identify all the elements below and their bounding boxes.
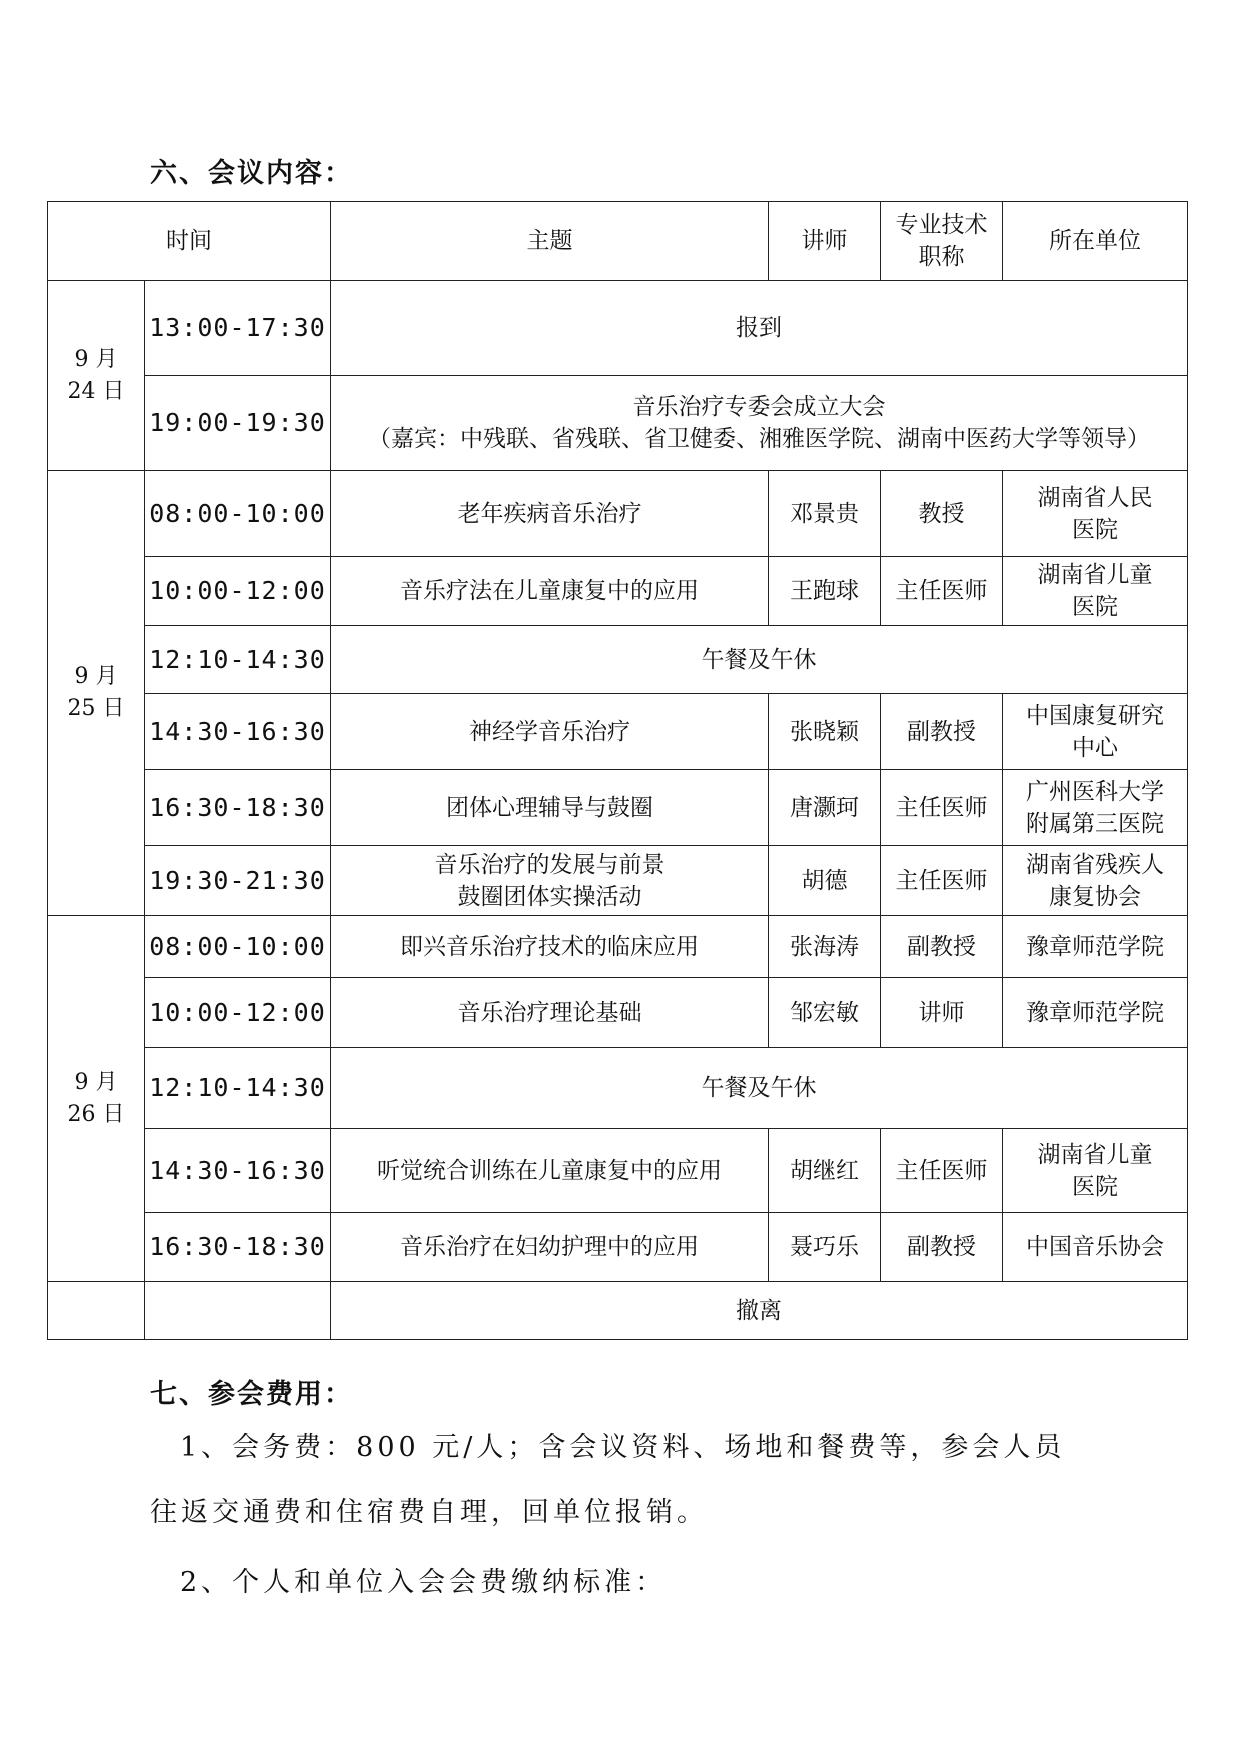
header-time: 时间 [48,202,331,281]
unit-cell: 湖南省人民 医院 [1003,471,1188,557]
time-cell: 16:30-18:30 [145,1213,331,1282]
speaker-cell: 聂巧乐 [769,1213,881,1282]
time-cell: 12:10-14:30 [145,1048,331,1129]
speaker-cell: 邓景贵 [769,471,881,557]
unit-cell: 中国康复研究 中心 [1003,694,1188,770]
speaker-cell: 胡继红 [769,1129,881,1213]
header-professional-title: 专业技术 职称 [881,202,1003,281]
topic-cell: 听觉统合训练在儿童康复中的应用 [331,1129,769,1213]
table-row-final [48,1282,1188,1340]
title-cell: 副教授 [881,916,1003,978]
title-cell: 主任医师 [881,1129,1003,1213]
topic-cell: 音乐治疗在妇幼护理中的应用 [331,1213,769,1282]
unit-cell: 湖南省残疾人 康复协会 [1003,846,1188,916]
unit-cell: 广州医科大学 附属第三医院 [1003,770,1188,846]
unit-cell: 湖南省儿童 医院 [1003,557,1188,626]
topic-cell: 午餐及午休 [331,626,1188,694]
schedule-table [47,201,1188,1340]
speaker-cell: 胡德 [769,846,881,916]
table-row [48,694,1188,770]
speaker-cell: 张晓颖 [769,694,881,770]
title-cell: 讲师 [881,978,1003,1048]
title-cell: 教授 [881,471,1003,557]
speaker-cell: 邹宏敏 [769,978,881,1048]
time-cell: 08:00-10:00 [145,471,331,557]
topic-cell: 即兴音乐治疗技术的临床应用 [331,916,769,978]
table-row [48,557,1188,626]
topic-cell: 团体心理辅导与鼓圈 [331,770,769,846]
title-cell: 主任医师 [881,846,1003,916]
date-cell-day1: 9 月 24 日 [48,281,145,471]
title-cell: 主任医师 [881,557,1003,626]
table-row [48,770,1188,846]
topic-cell: 音乐治疗专委会成立大会 （嘉宾：中残联、省残联、省卫健委、湘雅医学院、湖南中医药大学等领导） [331,376,1188,471]
title-cell: 副教授 [881,694,1003,770]
topic-cell: 午餐及午休 [331,1048,1188,1129]
table-row [48,916,1188,978]
time-cell: 13:00-17:30 [145,281,331,376]
section-6-heading: 六、会议内容： [150,158,353,189]
topic-cell: 音乐治疗理论基础 [331,978,769,1048]
topic-cell: 撤离 [331,1282,1188,1340]
title-cell: 主任医师 [881,770,1003,846]
table-row [48,626,1188,694]
unit-cell: 豫章师范学院 [1003,916,1188,978]
date-cell-day3: 9 月 26 日 [48,916,145,1282]
fee-paragraph-line2: 往返交通费和住宿费自理，回单位报销。 [150,1497,708,1528]
speaker-cell: 王跑球 [769,557,881,626]
time-cell: 16:30-18:30 [145,770,331,846]
table-row [48,1129,1188,1213]
time-cell: 14:30-16:30 [145,1129,331,1213]
section-7-heading: 七、参会费用： [150,1379,353,1410]
speaker-cell: 张海涛 [769,916,881,978]
table-row [48,281,1188,376]
topic-cell: 音乐治疗的发展与前景 鼓圈团体实操活动 [331,846,769,916]
title-cell: 副教授 [881,1213,1003,1282]
time-cell: 14:30-16:30 [145,694,331,770]
header-topic: 主题 [331,202,769,281]
time-cell: 19:30-21:30 [145,846,331,916]
table-row [48,1048,1188,1129]
header-speaker: 讲师 [769,202,881,281]
unit-cell: 豫章师范学院 [1003,978,1188,1048]
table-row [48,376,1188,471]
time-cell: 10:00-12:00 [145,978,331,1048]
time-cell: 08:00-10:00 [145,916,331,978]
speaker-cell: 唐灏珂 [769,770,881,846]
header-unit: 所在单位 [1003,202,1188,281]
table-header-row [48,202,1188,281]
table-row [48,471,1188,557]
unit-cell: 湖南省儿童 医院 [1003,1129,1188,1213]
fee-paragraph-line1: 1、会务费：800 元/人；含会议资料、场地和餐费等，参会人员 [180,1432,1066,1463]
topic-cell: 神经学音乐治疗 [331,694,769,770]
topic-cell: 音乐疗法在儿童康复中的应用 [331,557,769,626]
topic-cell: 老年疾病音乐治疗 [331,471,769,557]
empty-time-cell [145,1282,331,1340]
unit-cell: 中国音乐协会 [1003,1213,1188,1282]
topic-cell: 报到 [331,281,1188,376]
table-row [48,846,1188,916]
empty-date-cell [48,1282,145,1340]
table-row [48,978,1188,1048]
date-cell-day2: 9 月 25 日 [48,471,145,916]
fee-paragraph-line3: 2、个人和单位入会会费缴纳标准： [180,1567,667,1598]
time-cell: 12:10-14:30 [145,626,331,694]
time-cell: 19:00-19:30 [145,376,331,471]
table-row [48,1213,1188,1282]
time-cell: 10:00-12:00 [145,557,331,626]
